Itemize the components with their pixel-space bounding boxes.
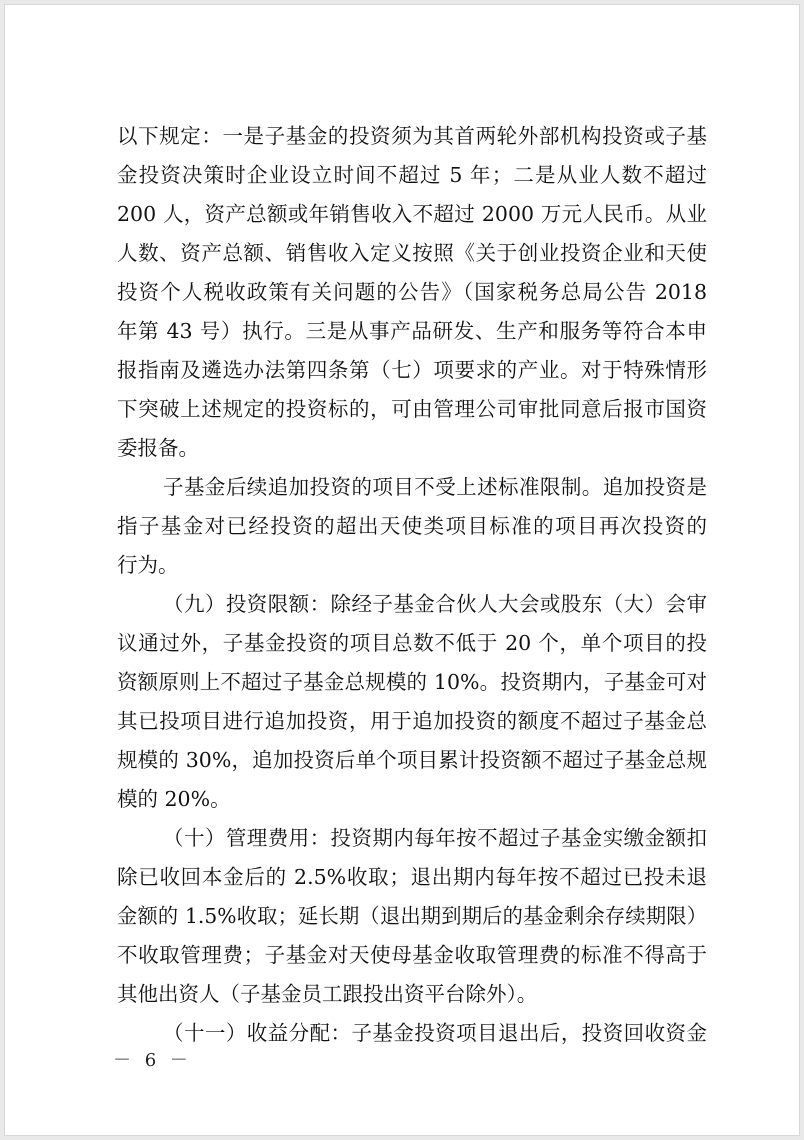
text-line: 下突破上述规定的投资标的，可由管理公司审批同意后报市国资: [117, 397, 707, 421]
text-line: 议通过外，子基金投资的项目总数不低于 20 个，单个项目的投: [117, 631, 707, 655]
text-line: （十）管理费用：投资期内每年按不超过子基金实缴金额扣: [163, 826, 707, 850]
document-page: [4, 4, 800, 1136]
text-line: 其已投项目进行追加投资，用于追加投资的额度不超过子基金总: [117, 709, 707, 733]
text-line: 模的 20%。: [117, 787, 231, 811]
text-line: （十一）收益分配：子基金投资项目退出后，投资回收资金: [163, 1021, 707, 1045]
text-line: 子基金后续追加投资的项目不受上述标准限制。追加投资是: [163, 475, 707, 499]
text-line: 除已收回本金后的 2.5%收取；退出期内每年按不超过已投未退: [117, 865, 707, 889]
text-line: 其他出资人（子基金员工跟投出资平台除外）。: [117, 982, 538, 1006]
text-line: 报指南及遴选办法第四条第（七）项要求的产业。对于特殊情形: [117, 358, 707, 382]
page-number: － 6 －: [113, 1050, 192, 1071]
text-line: 金投资决策时企业设立时间不超过 5 年；二是从业人数不超过: [117, 163, 707, 187]
text-line: 金额的 1.5%收取；延长期（退出期到期后的基金剩余存续期限）: [117, 904, 707, 928]
text-line: （九）投资限额：除经子基金合伙人大会或股东（大）会审: [163, 592, 707, 616]
text-line: 年第 43 号）执行。三是从事产品研发、生产和服务等符合本申: [117, 319, 707, 343]
text-line: 200 人，资产总额或年销售收入不超过 2000 万元人民币。从业: [117, 202, 707, 226]
text-line: 指子基金对已经投资的超出天使类项目标准的项目再次投资的: [117, 514, 707, 538]
text-line: 投资个人税收政策有关问题的公告》（国家税务总局公告 2018: [117, 280, 707, 304]
text-line: 不收取管理费；子基金对天使母基金收取管理费的标准不得高于: [117, 943, 707, 967]
text-line: 以下规定：一是子基金的投资须为其首两轮外部机构投资或子基: [117, 124, 707, 148]
text-line: 规模的 30%，追加投资后单个项目累计投资额不超过子基金总规: [117, 748, 707, 772]
text-line: 行为。: [117, 553, 179, 577]
text-line: 资额原则上不超过子基金总规模的 10%。投资期内，子基金可对: [117, 670, 707, 694]
text-line: 委报备。: [117, 436, 199, 460]
text-line: 人数、资产总额、销售收入定义按照《关于创业投资企业和天使: [117, 241, 707, 265]
